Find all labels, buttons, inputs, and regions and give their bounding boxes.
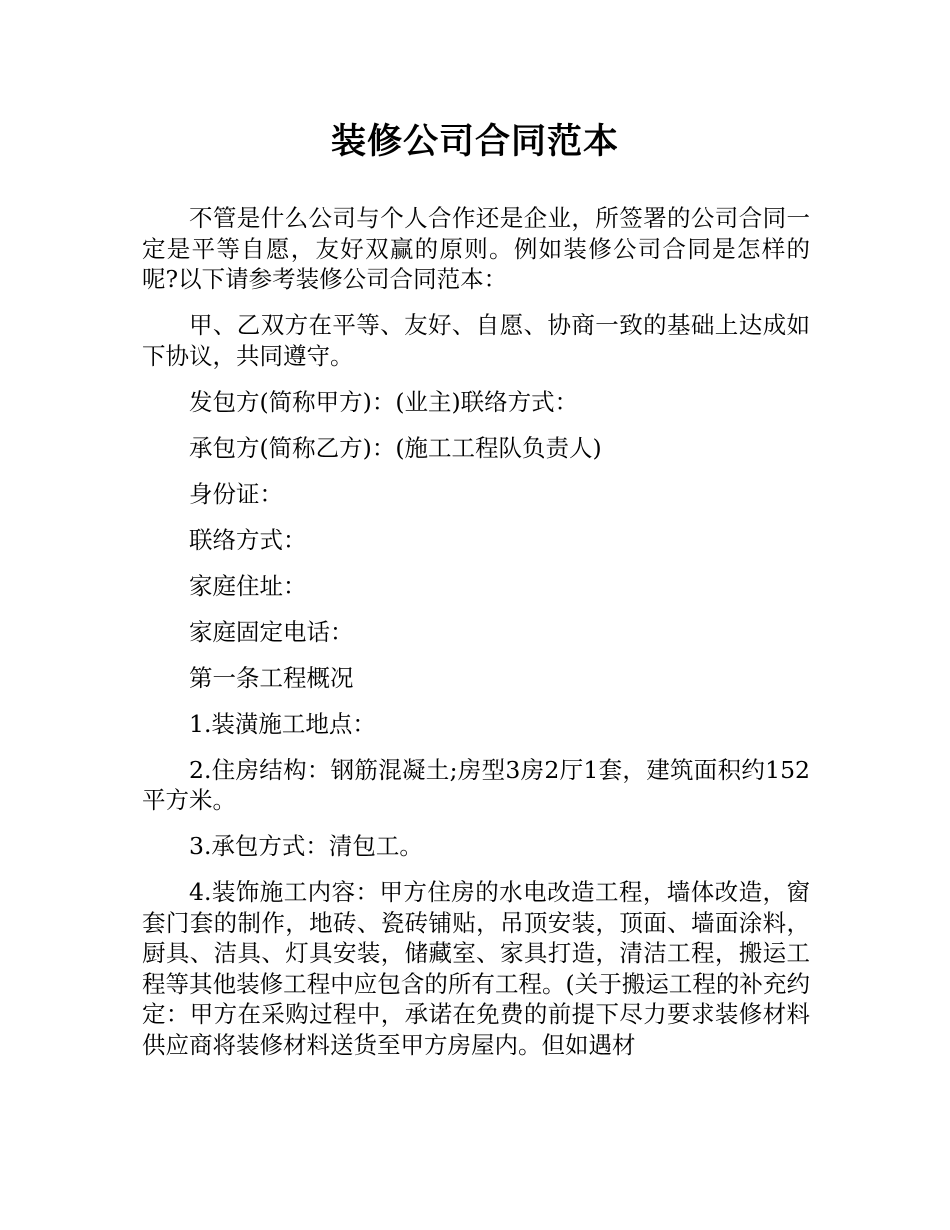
paragraph-intro: 不管是什么公司与个人合作还是企业，所签署的公司合同一定是平等自愿，友好双赢的原则。例如装修公司合同是怎样的呢?以下请参考装修公司合同范本： <box>142 204 810 293</box>
paragraph-party-a: 发包方(简称甲方)：(业主)联络方式： <box>189 387 579 416</box>
paragraph-agreement: 甲、乙双方在平等、友好、自愿、协商一致的基础上达成如下协议，共同遵守。 <box>142 311 810 370</box>
paragraph-address: 家庭住址： <box>189 571 307 600</box>
paragraph-phone: 家庭固定电话： <box>189 617 354 646</box>
paragraph-item-3: 3.承包方式：清包工。 <box>189 832 423 860</box>
paragraph-item-2: 2.住房结构：钢筋混凝土;房型3房2厅1套，建筑面积约152平方米。 <box>142 755 810 814</box>
document-body <box>142 203 810 1076</box>
paragraph-item-4: 4.装饰施工内容：甲方住房的水电改造工程，墙体改造，窗套门套的制作，地砖、瓷砖铺贴，吊顶安装，顶面、墙面涂料，厨具、洁具、灯具安装，储藏室、家具打造，清洁工程，搬运工程等其他装修工程中应包含的所有工程。(关于搬运工程的补充约定：甲方在采购过程中，承诺在免费的前提下尽力要求装修材料供应商将装修材料送货至甲方房屋内。但如遇材 <box>142 878 810 1059</box>
paragraph-id-card: 身份证： <box>189 479 283 508</box>
paragraph-contact: 联络方式： <box>189 525 307 554</box>
paragraph-item-1: 1.装潢施工地点： <box>189 709 376 738</box>
paragraph-party-b: 承包方(简称乙方)：(施工工程队负责人) <box>189 433 602 462</box>
section-heading-article-1: 第一条工程概况 <box>189 663 354 692</box>
document-title: 装修公司合同范本 <box>330 122 619 162</box>
